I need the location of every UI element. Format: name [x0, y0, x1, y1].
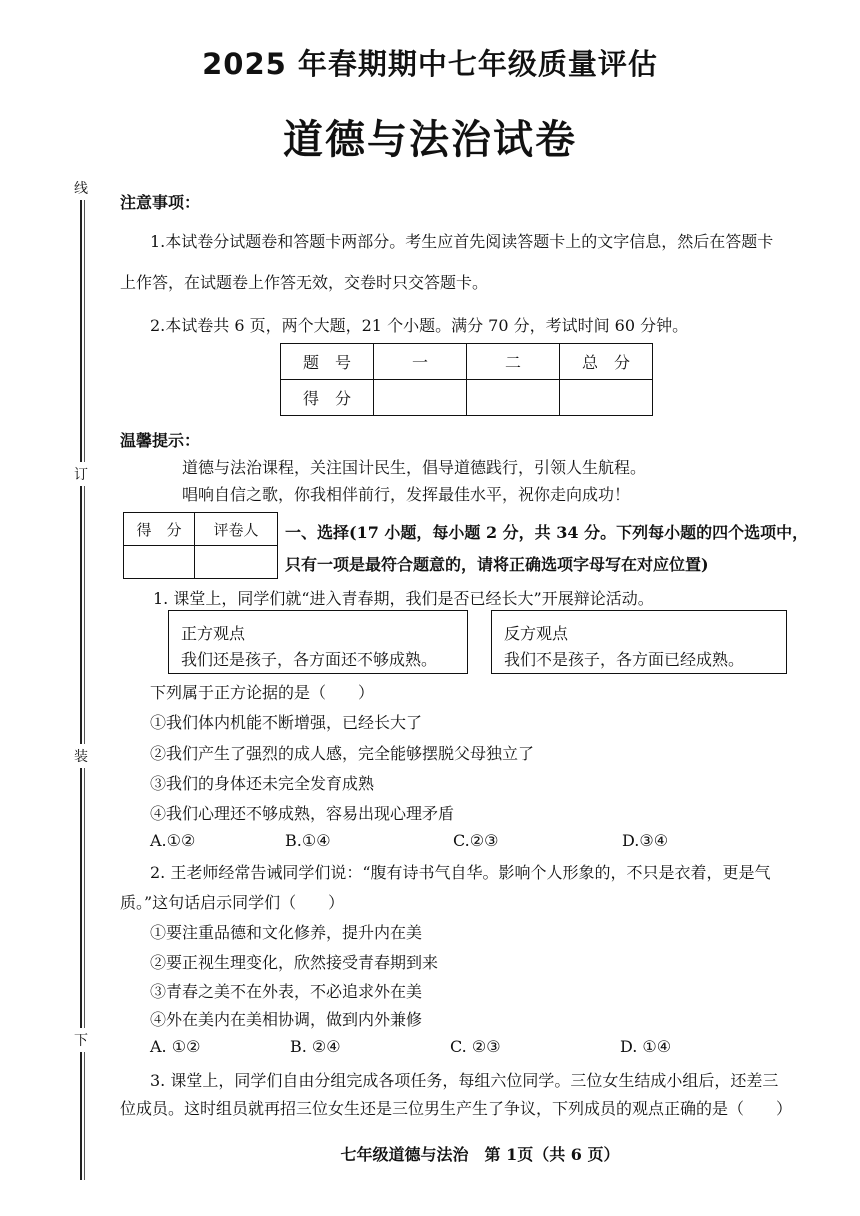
- binding-char-xian: 线: [74, 176, 88, 200]
- q2-option-2: ②要正视生理变化，欣然接受青春期到来: [150, 953, 439, 972]
- grader-name-cell: [195, 546, 278, 579]
- binding-char-ding: 订: [74, 462, 88, 486]
- score-cell-total: [560, 380, 653, 416]
- q2-choice-d: D. ①④: [620, 1037, 672, 1056]
- q1-pro-viewpoint-box: [168, 610, 468, 674]
- q2-choice-c: C. ②③: [450, 1037, 501, 1056]
- score-row-label: 得 分: [281, 380, 374, 416]
- notes-item-1-line-2: 上作答，在试题卷上作答无效，交卷时只交答题卡。: [120, 273, 489, 292]
- grader-name-label: 评卷人: [195, 513, 278, 546]
- q1-option-3: ③我们的身体还未完全发育成熟: [150, 774, 375, 793]
- binding-char-xia: 下: [74, 1028, 88, 1052]
- q3-line-1: 3. 课堂上，同学们自由分组完成各项任务，每组六位同学。三位女生结成小组后，还差三: [150, 1071, 779, 1090]
- q3-line-2: 位成员。这时组员就再招三位女生还是三位男生产生了争议，下列成员的观点正确的是（ ）: [120, 1099, 793, 1118]
- tips-heading: 温馨提示：: [120, 431, 201, 450]
- q2-line-2: 质。”这句话启示同学们（ ）: [120, 893, 345, 912]
- q1-con-title: 反方观点: [504, 624, 569, 643]
- q1-con-text: 我们不是孩子，各方面已经成熟。: [504, 650, 745, 669]
- q1-option-4: ④我们心理还不够成熟，容易出现心理矛盾: [150, 804, 455, 823]
- notes-item-1-line-1: 1.本试卷分试题卷和答题卡两部分。考生应首先阅读答题卡上的文字信息，然后在答题卡: [150, 232, 774, 251]
- q2-option-1: ①要注重品德和文化修养，提升内在美: [150, 923, 423, 942]
- q1-stem: 1. 课堂上，同学们就“进入青春期，我们是否已经长大”开展辩论活动。: [153, 589, 654, 608]
- page-footer: 七年级道德与法治 第 1页（共 6 页）: [340, 1145, 620, 1164]
- tips-line-1: 道德与法治课程，关注国计民生，倡导道德践行，引领人生航程。: [182, 458, 647, 477]
- score-header-part2: 二: [467, 344, 560, 380]
- section-1-heading-line-1: 一、选择(17 小题，每小题 2 分，共 34 分。下列每小题的四个选项中，: [285, 523, 809, 542]
- q1-choice-a: A.①②: [150, 831, 196, 850]
- score-header-part1: 一: [374, 344, 467, 380]
- q1-option-1: ①我们体内机能不断增强，已经长大了: [150, 713, 423, 732]
- exam-subject-title: 道德与法治试卷: [283, 117, 577, 163]
- q2-line-1: 2. 王老师经常告诫同学们说：“腹有诗书气自华。影响个人形象的，不只是衣着，更是气: [150, 863, 771, 882]
- grader-table: [123, 512, 278, 579]
- q2-choice-b: B. ②④: [290, 1037, 341, 1056]
- grader-score-cell: [124, 546, 195, 579]
- section-1-heading-line-2: 只有一项是最符合题意的，请将正确选项字母写在对应位置): [285, 555, 709, 574]
- notes-heading: 注意事项：: [120, 193, 201, 212]
- q2-choice-a: A. ①②: [150, 1037, 201, 1056]
- q1-pro-text: 我们还是孩子，各方面还不够成熟。: [181, 650, 438, 669]
- q1-pro-title: 正方观点: [181, 624, 246, 643]
- q1-option-2: ②我们产生了强烈的成人感，完全能够摆脱父母独立了: [150, 744, 535, 763]
- notes-item-2: 2.本试卷共 6 页，两个大题，21 个小题。满分 70 分，考试时间 60 分钟。: [150, 316, 689, 335]
- grader-score-label: 得 分: [124, 513, 195, 546]
- exam-title: 2025 年春期期中七年级质量评估: [202, 47, 658, 81]
- score-header-qno: 题 号: [281, 344, 374, 380]
- score-header-total: 总 分: [560, 344, 653, 380]
- score-table: [280, 343, 653, 416]
- q2-option-4: ④外在美内在美相协调，做到内外兼修: [150, 1010, 423, 1029]
- binding-char-zhuang: 装: [74, 744, 88, 768]
- q1-choice-b: B.①④: [285, 831, 331, 850]
- q1-choice-c: C.②③: [453, 831, 499, 850]
- q2-option-3: ③青春之美不在外表，不必追求外在美: [150, 982, 423, 1001]
- q1-question: 下列属于正方论据的是（ ）: [150, 683, 375, 702]
- score-cell-part2: [467, 380, 560, 416]
- q1-choice-d: D.③④: [622, 831, 669, 850]
- q1-con-viewpoint-box: [491, 610, 787, 674]
- score-cell-part1: [374, 380, 467, 416]
- tips-line-2: 唱响自信之歌，你我相伴前行，发挥最佳水平，祝你走向成功！: [182, 485, 631, 504]
